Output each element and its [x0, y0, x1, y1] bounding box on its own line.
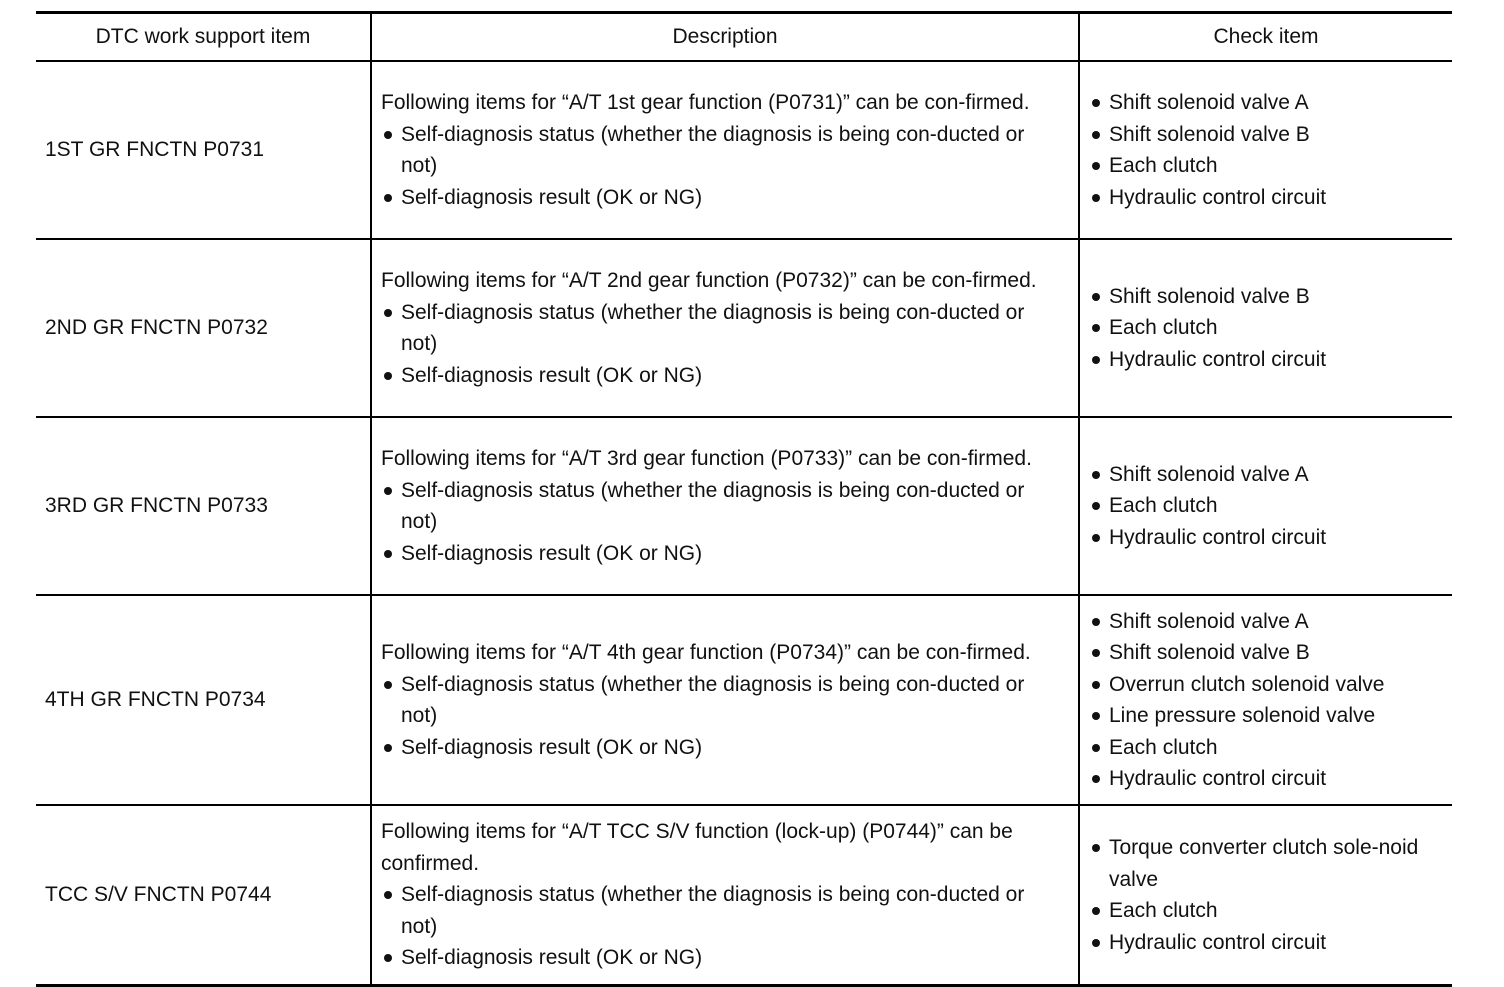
- check-item-list: [1089, 606, 1444, 795]
- check-item: Line pressure solenoid valve: [1089, 700, 1444, 732]
- header-row: [36, 13, 1452, 62]
- dtc-item-cell: 1ST GR FNCTN P0731: [36, 61, 371, 239]
- table-header: [36, 13, 1452, 62]
- check-item-list: [1089, 281, 1444, 376]
- table-row: [36, 595, 1452, 805]
- description-bullet: Self-diagnosis result (OK or NG): [381, 942, 1066, 974]
- description-bullet: Self-diagnosis status (whether the diagnosis is being con-ducted or not): [381, 669, 1066, 732]
- check-item: Each clutch: [1089, 150, 1444, 182]
- dtc-item-cell: 3RD GR FNCTN P0733: [36, 417, 371, 595]
- description-lead: Following items for “A/T 4th gear function (P0734)” can be con-firmed.: [381, 641, 1031, 664]
- table-row: [36, 805, 1452, 986]
- table-row: [36, 239, 1452, 417]
- description-lead: Following items for “A/T 1st gear function (P0731)” can be con-firmed.: [381, 91, 1030, 114]
- description-bullet: Self-diagnosis result (OK or NG): [381, 538, 1066, 570]
- check-item: Each clutch: [1089, 895, 1444, 927]
- description-bullet: Self-diagnosis status (whether the diagnosis is being con-ducted or not): [381, 297, 1066, 360]
- header-check-item: Check item: [1079, 13, 1452, 62]
- description-cell: [371, 805, 1079, 986]
- table-row: [36, 417, 1452, 595]
- check-item: Shift solenoid valve A: [1089, 606, 1444, 638]
- dtc-item-cell: 4TH GR FNCTN P0734: [36, 595, 371, 805]
- check-item: Torque converter clutch sole-noid valve: [1089, 832, 1444, 895]
- check-item-cell: [1079, 239, 1452, 417]
- check-item: Each clutch: [1089, 312, 1444, 344]
- check-item: Hydraulic control circuit: [1089, 763, 1444, 795]
- check-item: Hydraulic control circuit: [1089, 344, 1444, 376]
- check-item-cell: [1079, 417, 1452, 595]
- check-item: Shift solenoid valve B: [1089, 119, 1444, 151]
- check-item: Shift solenoid valve A: [1089, 459, 1444, 491]
- description-cell: [371, 239, 1079, 417]
- description-bullet: Self-diagnosis result (OK or NG): [381, 732, 1066, 764]
- check-item: Each clutch: [1089, 490, 1444, 522]
- check-item-list: [1089, 459, 1444, 554]
- table-row: [36, 61, 1452, 239]
- dtc-item-cell: TCC S/V FNCTN P0744: [36, 805, 371, 986]
- check-item: Hydraulic control circuit: [1089, 182, 1444, 214]
- check-item: Overrun clutch solenoid valve: [1089, 669, 1444, 701]
- check-item-cell: [1079, 61, 1452, 239]
- description-lead: Following items for “A/T 3rd gear function (P0733)” can be con-firmed.: [381, 447, 1032, 470]
- check-item: Shift solenoid valve A: [1089, 87, 1444, 119]
- check-item-list: [1089, 87, 1444, 213]
- dtc-item-cell: 2ND GR FNCTN P0732: [36, 239, 371, 417]
- check-item: Shift solenoid valve B: [1089, 637, 1444, 669]
- check-item: Hydraulic control circuit: [1089, 927, 1444, 959]
- check-item: Shift solenoid valve B: [1089, 281, 1444, 313]
- table-body: [36, 61, 1452, 986]
- check-item: Hydraulic control circuit: [1089, 522, 1444, 554]
- description-bullet: Self-diagnosis status (whether the diagnosis is being con-ducted or not): [381, 879, 1066, 942]
- check-item-list: [1089, 832, 1444, 958]
- header-dtc-work-support-item: DTC work support item: [36, 13, 371, 62]
- check-item-cell: [1079, 805, 1452, 986]
- description-cell: [371, 595, 1079, 805]
- check-item: Each clutch: [1089, 732, 1444, 764]
- description-bullet: Self-diagnosis result (OK or NG): [381, 182, 1066, 214]
- description-lead: Following items for “A/T 2nd gear function (P0732)” can be con-firmed.: [381, 269, 1037, 292]
- check-item-cell: [1079, 595, 1452, 805]
- dtc-work-support-table: [36, 11, 1452, 987]
- description-bullet: Self-diagnosis result (OK or NG): [381, 360, 1066, 392]
- description-lead: Following items for “A/T TCC S/V function (lock-up) (P0744)” can be confirmed.: [381, 820, 1013, 875]
- description-cell: [371, 417, 1079, 595]
- description-cell: [371, 61, 1079, 239]
- description-bullet: Self-diagnosis status (whether the diagnosis is being con-ducted or not): [381, 119, 1066, 182]
- description-bullet: Self-diagnosis status (whether the diagnosis is being con-ducted or not): [381, 475, 1066, 538]
- header-description: Description: [371, 13, 1079, 62]
